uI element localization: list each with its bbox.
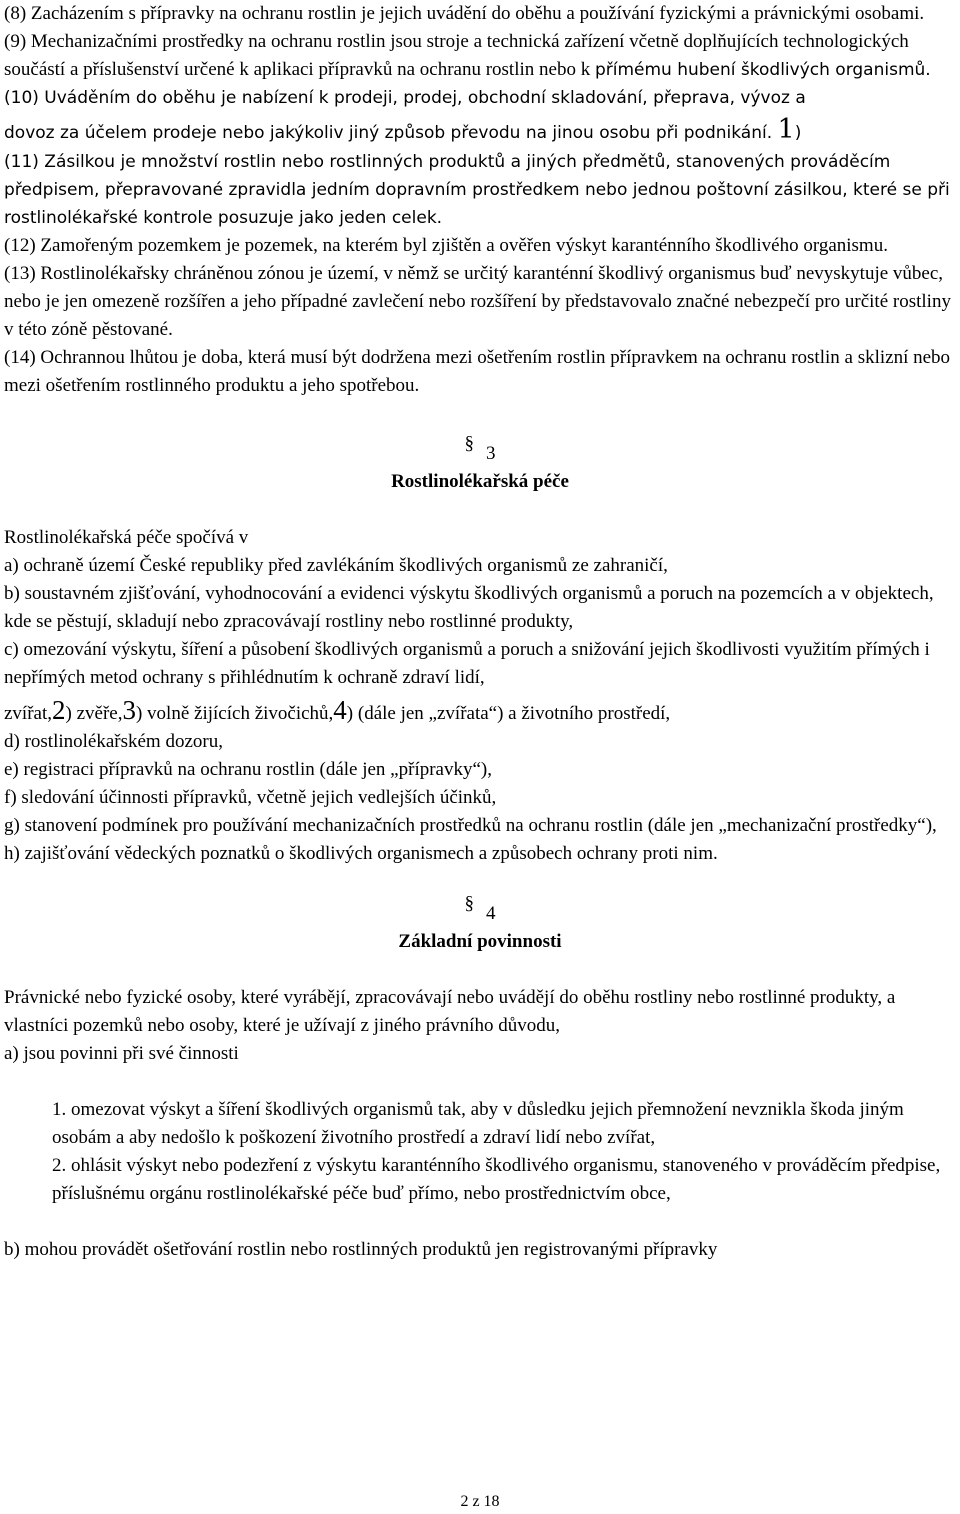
paragraph-11: (11) Zásilkou je množství rostlin nebo rostlinných produktů a jiných předmětů, stanovených prováděcím předpisem, přepravované zpravidla jedním dopravním prostředkem nebo jednou poštovní zásilkou, které se při rostlinolékařské kontrole posuzuje jako jeden celek. [4,152,950,228]
paragraph-10-line-1: (10) Uváděním do oběhu je nabízení k prodeji, prodej, obchodní skladování, přeprava, vývoz a [4,88,806,108]
item-c-text-1: zvířat, [4,703,53,724]
paragraph-9-text: (9) Mechanizačními prostředky na ochranu rostlin jsou stroje a technická zařízení včetně doplňujících technologických součástí a příslušenství určené k aplikaci přípravků na ochranu rostlin nebo k [4,31,909,80]
footnote-ref-1-paren: ) [794,123,802,143]
section-4-subitem-2: 2. ohlásit výskyt nebo podezření z výskytu karanténního škodlivého organismu, stanoveného v prováděcím předpise, příslušnému orgánu rostlinolékařské péče buď přímo, nebo prostřednictvím obce, [52,1155,941,1204]
paragraph-14: (14) Ochrannou lhůtou je doba, která musí být dodržena mezi ošetřením rostlin přípravkem na ochranu rostlin a sklizní nebo mezi ošetřením rostlinného produktu a jeho spotřebou. [4,347,951,396]
section-4-subitem-1: 1. omezovat výskyt a šíření škodlivých organismů tak, aby v důsledku jejich přemnožení nevznikla škoda jiným osobám a aby nedošlo k poškození životního prostředí a zdraví lidí nebo zvířat, [52,1099,904,1148]
section-3-item-d: d) rostlinolékařském dozoru, [4,731,223,752]
section-3-item-c-continued [4,692,956,728]
section-3-intro: Rostlinolékařská péče spočívá v [4,527,249,548]
section-4 [4,893,956,1264]
section-number: 3 [486,443,496,464]
item-c-text-2: ) zvěře, [65,703,123,724]
section-3-item-h: h) zajišťování vědeckých poznatků o škodlivých organismech a způsobech ochrany proti nim. [4,843,718,864]
section-3 [4,433,956,868]
footnote-ref-4: 4 [333,695,347,725]
footnote-ref-1: 1 [777,114,795,145]
section-3-item-g: g) stanovení podmínek pro používání mechanizačních prostředků na ochranu rostlin (dále jen „mechanizační prostředky“), [4,815,937,836]
paragraph-9 [4,28,956,84]
section-3-number [4,433,956,468]
footnote-ref-3: 3 [122,695,136,725]
section-4-item-b: b) mohou provádět ošetřování rostlin nebo rostlinných produktů jen registrovanými přípravky [4,1239,718,1260]
paragraph-13: (13) Rostlinolékařsky chráněnou zónou je území, v němž se určitý karanténní škodlivý organismus buď nevyskytuje vůbec, nebo je jen omezeně rozšířen a jeho případné zavlečení nebo rozšíření by představovalo značné nebezpečí pro určité rostliny v této zóně pěstované. [4,263,951,340]
footnote-ref-2: 2 [52,695,66,725]
page-footer: 2 z 18 [460,1493,500,1510]
section-3-item-b: b) soustavném zjišťování, vyhodnocování a evidenci výskytu škodlivých organismů a poruch na pozemcích a v objektech, kde se pěstují, skladují nebo zpracovávají rostliny nebo rostlinné produkty, [4,583,934,632]
paragraph-10-text: dovoz za účelem prodeje nebo jakýkoliv jiný způsob převodu na jinou osobu při podnikání. [4,123,773,143]
section-sign: § [464,433,474,454]
section-sign: § [464,893,474,914]
paragraph-10-line-2 [4,112,956,148]
section-number: 4 [486,903,496,924]
section-3-item-e: e) registraci přípravků na ochranu rostlin (dále jen „přípravky“), [4,759,492,780]
section-3-title: Rostlinolékařská péče [391,471,569,492]
paragraph-9-text-end: přímému hubení škodlivých organismů. [594,60,931,80]
item-c-text-4: ) (dále jen „zvířata“) a životního prostředí, [346,703,671,724]
item-c-text-3: ) volně žijících živočichů, [135,703,334,724]
document-page [4,0,956,1264]
paragraph-12: (12) Zamořeným pozemkem je pozemek, na kterém byl zjištěn a ověřen výskyt karanténního škodlivého organismu. [4,235,888,256]
section-3-item-f: f) sledování účinnosti přípravků, včetně jejich vedlejších účinků, [4,787,497,808]
section-4-title: Základní povinnosti [398,931,562,952]
paragraph-8: (8) Zacházením s přípravky na ochranu rostlin je jejich uvádění do oběhu a používání fyzickými a právnickými osobami. [4,3,925,24]
section-3-item-c: c) omezování výskytu, šíření a působení škodlivých organismů a poruch a snižování jejich škodlivosti využitím přímých i nepřímých metod ochrany s přihlédnutím k ochraně zdraví lidí, [4,639,930,688]
section-4-number [4,893,956,928]
section-4-intro: Právnické nebo fyzické osoby, které vyrábějí, zpracovávají nebo uvádějí do oběhu rostliny nebo rostlinné produkty, a vlastníci pozemků nebo osoby, které je užívají z jiného právního důvodu, [4,987,896,1036]
section-4-item-a: a) jsou povinni při své činnosti [4,1043,239,1064]
section-3-item-a: a) ochraně území České republiky před zavlékáním škodlivých organismů ze zahraničí, [4,555,668,576]
